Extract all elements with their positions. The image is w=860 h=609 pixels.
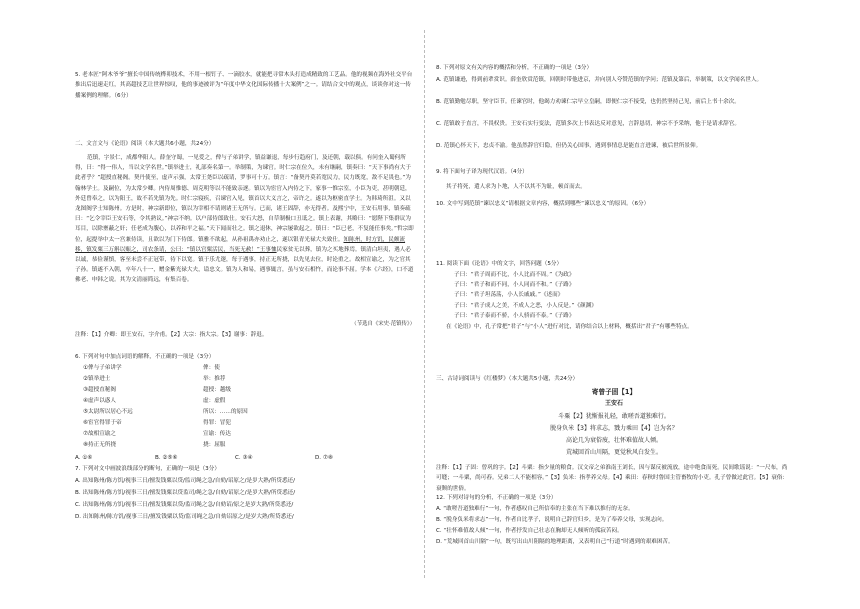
- q12-stem: 12. 下列对诗句的分析，不正确的一项是（3分）: [436, 495, 557, 501]
- right-column: [436, 0, 792, 609]
- q6-item-phrase: ④虚声以惑人: [83, 398, 116, 404]
- q6-item-gloss: 俾：使: [203, 365, 220, 371]
- q8-option-b: B. 范镇勤勉尽职，坚守臣节。任谏官时，他竭力劝谏仁宗早立皇嗣，即便仁宗不接受，也仍然坚持己见，前后上书十余次。: [436, 99, 740, 105]
- left-column: [75, 0, 415, 609]
- q12-option-c: C. “壮怀难值故人倾”一句，作者抒发自己壮志在胸却无人倾听的孤寂苦闷。: [436, 528, 623, 534]
- poem-title: 寄曾子固【1】: [591, 388, 637, 396]
- q6-item-gloss: 虚：虚假: [203, 398, 226, 404]
- column-divider: [424, 30, 425, 578]
- q6-item-phrase: ⑥宦官得罪于帝: [83, 420, 122, 426]
- q6-item-phrase: ①俾与子弟讲学: [83, 365, 122, 371]
- classical-passage: [75, 153, 415, 303]
- q11-quote: 子曰：“君子坦荡荡，小人长戚戚。”《述而》: [454, 292, 564, 299]
- q6-item-phrase: ⑦故相宣谕之: [83, 431, 116, 437]
- q6-option-a: A. ①⑥: [75, 455, 93, 461]
- q7-option-b: B. 出知陈州/陈方饥/视事三日/擅发钱粟以贷监司/绳之急/自劾/诏原之/是岁大熟/所贷悉还/: [75, 490, 296, 496]
- q12-option-b: B. “脱身负米将求志”一句，作者自比孝子，说明自己辞官归乡，是为了奉养父母，实现志向。: [436, 517, 668, 523]
- poem-line: 斗粟【2】犹惭报礼轻，敢嗟吾道独难行。: [558, 413, 670, 420]
- q8-option-d: D. 范镇心怀天下，忠贞不渝。他虽然辞官归隐，但仍关心国事，遇到事情总是能直言进谏，被后世所景仰。: [436, 143, 702, 149]
- q7-stem: 7. 下列对文中画波浪线部分的断句，正确的一项是（3分）: [75, 466, 220, 472]
- passage-source: （节选自《宋史·范镇传》）: [351, 321, 415, 327]
- q11-quotes: [436, 270, 810, 321]
- q6-option-b: B. ②⑤⑥: [155, 455, 178, 461]
- q6-item-phrase: ⑧持正无所挠: [83, 442, 116, 448]
- q11-quote: 子曰：“君子泰而不骄，小人骄而不泰。”《子路》: [454, 312, 575, 319]
- q5-stem: 5. 老本匠“阿木爷爷”擅长中国传统榫卯技术，不用一根钉子、一滴胶水，就能把寻常木头打造成精致的工艺品。他的视频在海外社交平台推出后迅速走红，其高超技艺让世界惊叹，他的事迹被评为“年度中华文化国际传播十大案例”之一。请结合文中的观点，谈谈你对这一传播案例的理解。（6分）: [75, 72, 413, 99]
- q6-option-d: D. ⑦⑧: [315, 455, 333, 461]
- q6-item-gloss: 所以：……的原因: [203, 409, 248, 415]
- q6-item-gloss: 挠：屈服: [203, 442, 226, 448]
- q6-items: [75, 363, 423, 451]
- q6-item-phrase: ②镇举进士: [83, 376, 111, 382]
- q7-option-d: D. 出知陈州/陈方饥/视事三日/擅发钱粟以贷/监司绳之急/自劾诏原之/是岁大熟/所贷悉还/: [75, 514, 294, 520]
- passage-note: 注释：【1】介卿：即王安石，字介甫。【2】大宗：指大宗。【3】谢事：辞退。: [75, 332, 268, 338]
- q6-item-gloss: 得罪：冒犯: [203, 420, 231, 426]
- q6-item-gloss: 宣谕：传达: [203, 431, 231, 437]
- poem-line: 高论几为衰俗废，壮怀难值故人倾。: [565, 437, 662, 444]
- q7-option-a: A. 出知陈州/陈方饥/视事三日/擅发钱粟以贷/监司绳之急/自劾/诏原之/是岁大熟/所贷悉还/: [75, 478, 296, 484]
- q12-option-a: A. “敢嗟吾道独难行”一句，作者感叹自己所信奉的主张在当下难以推行的无奈。: [436, 506, 634, 512]
- q8-option-a: A. 范镇谦逊，得到前辈赏识。薛奎欣赏范镇，回朝时带他进京，并向别人夸赞范镇的学问；范镇及第后，举制策，以文学闻名世人。: [436, 77, 763, 83]
- q10-stem: 10. 文中写到范镇“谏以忠义”请根据文章内容，概括到哪些“谏以忠义”的原因。（6分）: [436, 201, 650, 207]
- section2-heading: 二、文言文与《论语》阅读（本大题共6小题，共24分）: [75, 141, 215, 147]
- passage-after: 民家贫无以葬，镇为之买地葬焉。镇清白坦夷，遇人必以诚，恭俭谨慎，客至未尝不正冠带，待下以宽。镇于乐尤邃，每于遇事，持正无所挠，以先见去位，时论重之。故相宣谕之，为之官其子孙。镇遂不入朝，卒年八十一，赠金紫光禄大夫，谥忠文。镇为人和易，遇事辄言，虽与安石相忤，而论事不屈。学本《六经》，口不道佛老、申韩之说。其为文清丽简远，有集百卷。: [75, 246, 414, 284]
- section3-heading: 三、古诗词阅读与《红楼梦》（本大题共5小题，共24分）: [436, 376, 579, 382]
- q11-quote: 子曰：“君子成人之美，不成人之恶，小人反是。”《颜渊》: [454, 302, 597, 309]
- q11-quote: 子曰：“君子和而不同，小人同而不和。”《子路》: [454, 282, 575, 289]
- q11-question: 在《论语》中，孔子常把“君子”与“小人”进行对比，请你结合以上材料，概括出“君子”有哪些特点。: [446, 324, 693, 330]
- poem-line: 脱身负米【3】将求志，戮力乘田【4】岂为名？: [550, 425, 678, 432]
- q11-stem: 11. 阅读下面《论语》中的文字，回答问题（5分）: [436, 261, 563, 267]
- q8-stem: 8. 下列对原文有关内容的概括和分析，不正确的一项是（3分）: [436, 65, 593, 71]
- q7-option-c: C. 出知陈州/陈方饥/视事三日/擅发钱粟以贷/监司绳之急/自劾诏/原之是岁大熟/所贷悉还/: [75, 502, 294, 508]
- q9-stem: 9. 将下面句子译为现代汉语。（4分）: [436, 169, 528, 175]
- passage-underlined: 知陈州，时方饥，民颇流移，镇发粟三万斛以赈之，司农条请，公曰：“镇以官粟活民，当死无赦！”王事恤: [75, 236, 406, 253]
- poem-line: 荒城回首山川隔，更觉秋风白发生。: [565, 449, 662, 456]
- q9-sentence: 其子将死，遣人求为卜地，人不以其不为耻，顿首而去。: [446, 184, 586, 190]
- q6-stem: 6. 下列对句中加点词语的解释，不正确的一项是（3分）: [75, 354, 215, 360]
- q6-option-c: C. ③④: [235, 455, 253, 461]
- q6-item-gloss: 超授：越级: [203, 387, 231, 393]
- poem-note: 注释：【1】子固：曾巩的字。【2】斗粟：指少量的粮食。汉文帝之弟淮南王刘长，因与谋反被流放，途中绝食而死。民间歌谣说：“一尺布，尚可缝；一斗粟，尚可舂。兄弟二人不能相容。”【3】负米：指孝养父母。【4】乘田：春秋时鲁国主管畜牧的小吏。孔子曾做过此官。【5】衰俗：衰颓的世俗。: [436, 465, 788, 492]
- poem-author: 王安石: [604, 400, 623, 407]
- q11-quote: 子曰：“君子周而不比，小人比而不周。”《为政》: [454, 272, 575, 278]
- passage-before: 范镇，字景仁，成都华阳人。薛奎守蜀，一见爱之，俾与子弟讲学，镇益谦退，每步行趋府门，及还朝，载以俱。有问奎入蜀何所得，曰：“得一伟人，当以文学名世。”镇举进士，礼部奏名第一。举制策，为谏官。时仁宗在位久，未有继嗣，镇奏曰：“天下事尚有大于此者乎？”超授直秘阁。契丹使至，虚声示强，太常王尧臣以疏请，罗事可十万。镇言：“备契丹莫若宽民力，民力既宽，敌不足畏也。”为翰林学士。及嗣位，为太常少卿。内侍周惟德、周克明等以不能致亲逐。镇以为宦官入内侍之下，家事一惟宗室，小臣为吏，甚明朝廷，外廷曾奉之，以为阳王，故不若先镇为先。时仁宗寝疾，召谏官入见，镇首以大义言之，帝许之。遂以为枢密直学士。为韩琦所沮。又以龙图阁学士知陈州。方是时，神宗新即位，镇以为宰相不请则诸王无所与。已而，诸王固辞，亦无得者。及熙宁中，王安石用事，镇奏疏曰：“乞令宰臣王安石等，令其熟议。”神宗不纳。以户部侍郎致仕。安石大怒，自草制极口丑诋之。镇上表谢，其略曰：“愿陛下集群议为耳目，以除壅蔽之奸；任老成为腹心，以养和平之福。”天下闻而壮之。镇之退休，神宗屡欲起之。镇曰：“臣已老，不复能任事矣。”哲宗即位，起提举中太一宫兼侍读，且欲以为门下侍郎。镇雅不欲起，从孙祖禹亦劝止之，遂以银青光禄大夫致仕。: [75, 155, 414, 243]
- poem-body: [436, 411, 792, 459]
- q6-item-phrase: ③超授直秘阁: [83, 387, 116, 393]
- q6-item-phrase: ⑤太尉所以居心不远: [83, 409, 133, 415]
- q6-item-gloss: 举：推荐: [203, 376, 226, 382]
- q6-options: [75, 453, 415, 464]
- q8-option-c: C. 范镇敢于直言，不畏权贵。王安石实行变法，范镇多次上书表达反对意见，言辞恳切，神宗不予采纳，他于是请求辞官。: [436, 121, 740, 127]
- q12-option-d: D. “荒城回首山川隔”一句，既写出山川阻隔的地理距离，又表明自己“行道”时遇到的艰难困苦。: [436, 539, 674, 545]
